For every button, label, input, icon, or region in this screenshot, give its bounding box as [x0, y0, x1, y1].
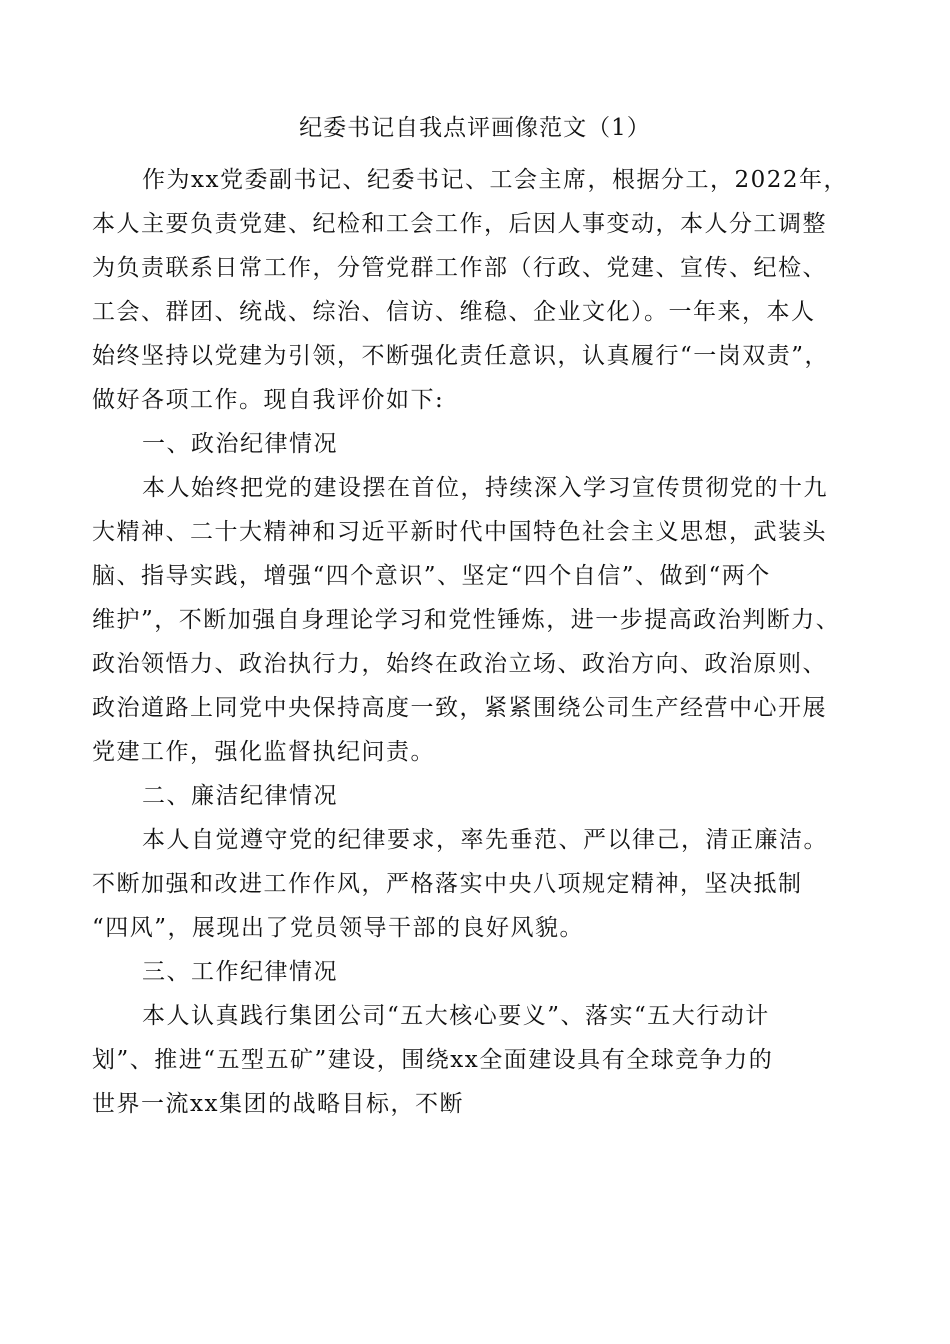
paragraph-line: 维护”，不断加强自身理论学习和党性锤炼，进一步提高政治判断力、 — [92, 607, 841, 633]
paragraph-line: “四风”，展现出了党员领导干部的良好风貌。 — [92, 915, 585, 941]
paragraph-line: 为负责联系日常工作，分管党群工作部（行政、党建、宣传、纪检、 — [92, 255, 827, 281]
section-heading: 三、工作纪律情况 — [142, 959, 338, 985]
document-title: 纪委书记自我点评画像范文（1） — [299, 115, 651, 141]
paragraph-line: 作为xx党委副书记、纪委书记、工会主席，根据分工，2022年， — [142, 167, 848, 193]
section-heading: 一、政治纪律情况 — [142, 431, 338, 457]
paragraph-line: 划”、推进“五型五矿”建设，围绕xx全面建设具有全球竞争力的 — [92, 1047, 774, 1073]
paragraph-line: 脑、指导实践，增强“四个意识”、坚定“四个自信”、做到“两个 — [92, 563, 771, 589]
paragraph-line: 党建工作，强化监督执纪问责。 — [92, 739, 435, 765]
paragraph-line: 始终坚持以党建为引领，不断强化责任意识，认真履行“一岗双责”， — [92, 343, 830, 369]
paragraph-line: 本人自觉遵守党的纪律要求，率先垂范、严以律己，清正廉洁。 — [142, 827, 828, 853]
section-heading: 二、廉洁纪律情况 — [142, 783, 338, 809]
paragraph-line: 政治道路上同党中央保持高度一致，紧紧围绕公司生产经营中心开展 — [92, 695, 827, 721]
paragraph-line: 本人主要负责党建、纪检和工会工作，后因人事变动，本人分工调整 — [92, 211, 827, 237]
paragraph-line: 大精神、二十大精神和习近平新时代中国特色社会主义思想，武装头 — [92, 519, 827, 545]
paragraph-line: 本人始终把党的建设摆在首位，持续深入学习宣传贯彻党的十九 — [142, 475, 828, 501]
paragraph-line: 政治领悟力、政治执行力，始终在政治立场、政治方向、政治原则、 — [92, 651, 827, 677]
paragraph-line: 工会、群团、统战、综治、信访、维稳、企业文化）。一年来，本人 — [92, 299, 816, 325]
paragraph-line: 世界一流xx集团的战略目标，不断 — [92, 1091, 464, 1117]
paragraph-line: 本人认真践行集团公司“五大核心要义”、落实“五大行动计 — [142, 1003, 770, 1029]
paragraph-line: 做好各项工作。现自我评价如下: — [92, 387, 445, 413]
paragraph-line: 不断加强和改进工作作风，严格落实中央八项规定精神，坚决抵制 — [92, 871, 803, 897]
